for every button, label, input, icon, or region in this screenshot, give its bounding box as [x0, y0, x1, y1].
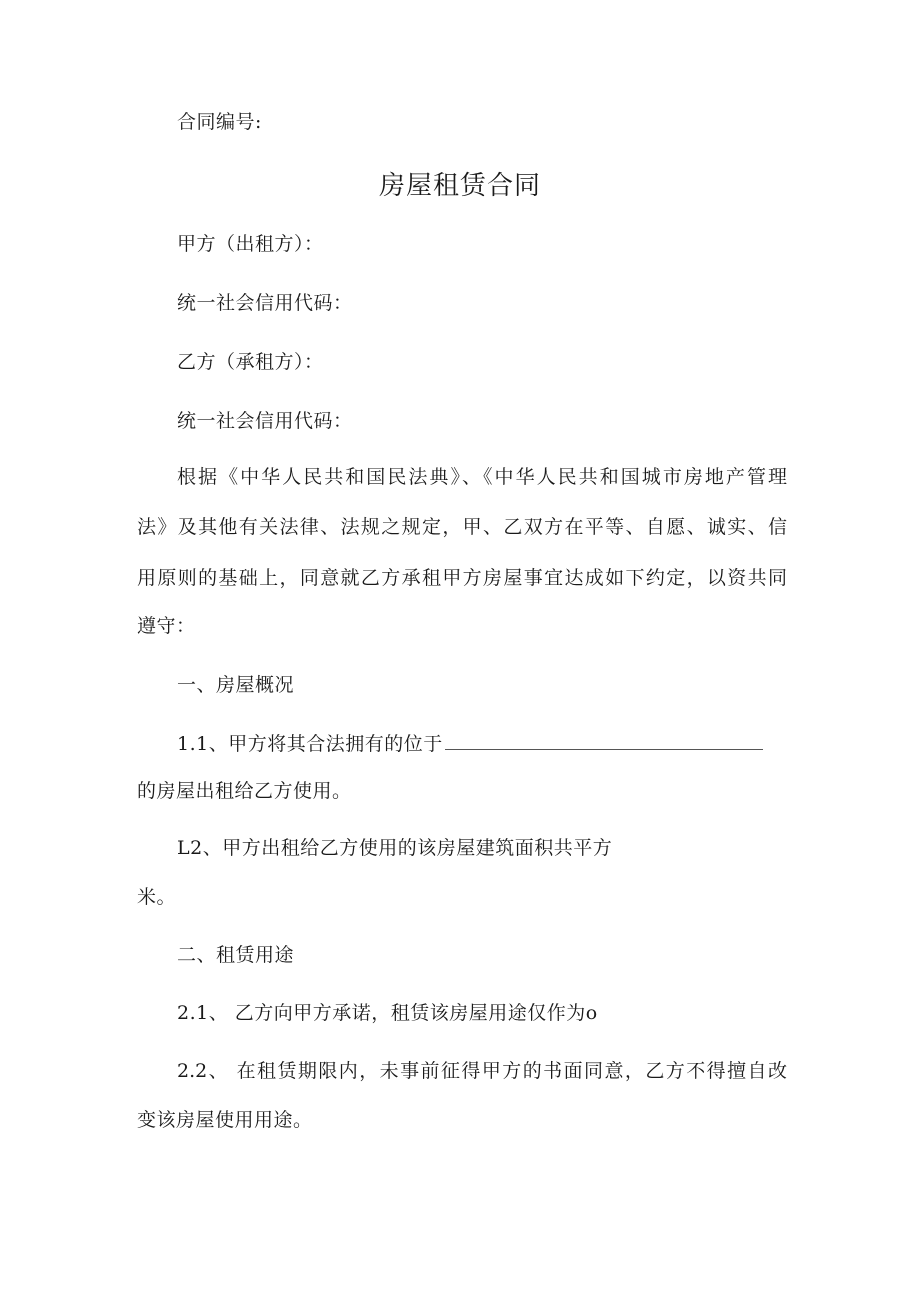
contract-number-label: 合同编号:	[177, 111, 262, 133]
preamble-line-2: 法》及其他有关法律、法规之规定，甲、乙双方在平等、自愿、诚实、信	[137, 516, 787, 538]
document-title: 房屋租赁合同	[378, 171, 541, 201]
section-2-heading: 二、租赁用途	[177, 944, 295, 966]
location-blank-line	[445, 731, 763, 750]
clause-1-2: L2、甲方出租给乙方使用的该房屋建筑面积共平方	[177, 837, 613, 859]
preamble-line-4: 遵守：	[137, 615, 196, 637]
clause-1-1	[177, 731, 763, 756]
clause-2-2-continued: 变该房屋使用用途。	[137, 1109, 313, 1131]
party-a-code-label: 统一社会信用代码：	[177, 292, 353, 314]
clause-1-2-continued: 米。	[137, 886, 177, 908]
party-b-code-label: 统一社会信用代码：	[177, 410, 353, 432]
clause-2-1: 2.1、 乙方向甲方承诺，租赁该房屋用途仅作为o	[177, 1002, 598, 1024]
preamble-line-1: 根据《中华人民共和国民法典》、《中华人民共和国城市房地产管理	[177, 466, 787, 488]
clause-1-1-text: 1.1、甲方将其合法拥有的位于	[177, 733, 443, 755]
party-b-label: 乙方（承租方）：	[177, 351, 324, 373]
clause-1-1-continued: 的房屋出租给乙方使用。	[137, 780, 352, 802]
section-1-heading: 一、房屋概况	[177, 674, 295, 696]
clause-2-2: 2.2、 在租赁期限内，未事前征得甲方的书面同意，乙方不得擅自改	[177, 1060, 787, 1082]
preamble-line-3: 用原则的基础上，同意就乙方承租甲方房屋事宜达成如下约定，以资共同	[137, 567, 787, 589]
party-a-label: 甲方（出租方）：	[177, 233, 324, 255]
